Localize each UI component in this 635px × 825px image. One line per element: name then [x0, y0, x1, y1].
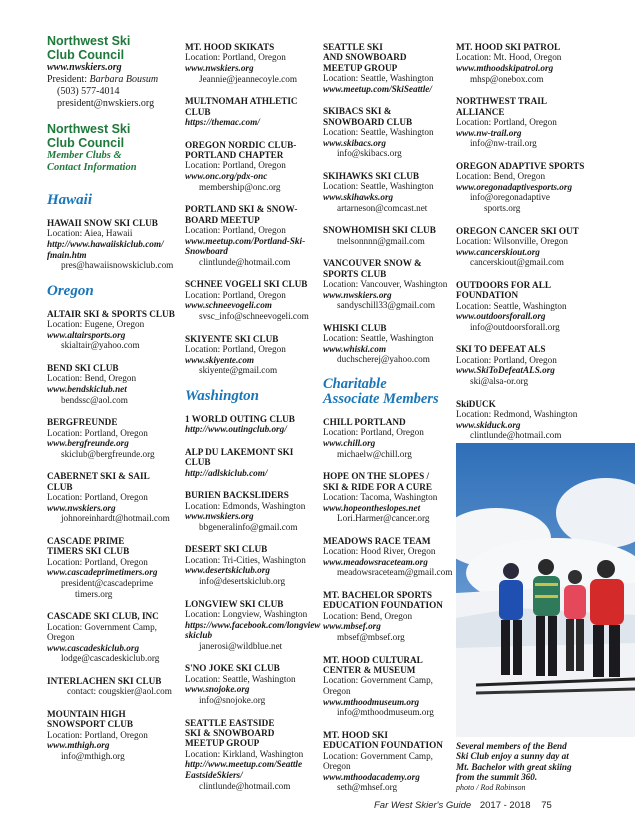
club-url[interactable]: http://www.meetup.com/Seattle [185, 759, 303, 770]
org-name: MT. HOOD CULTURAL [323, 654, 423, 665]
caption-line3: Mt. Bachelor with great skiing [456, 761, 572, 772]
org-location: Location: Wilsonville, Oregon [456, 235, 568, 246]
member-clubs-heading-line2: Contact Information [47, 162, 137, 173]
club-name: S'NO JOKE SKI CLUB [185, 663, 280, 674]
club-name-cont2: MEETUP GROUP [185, 738, 260, 749]
org-meadows [323, 536, 451, 578]
club-name-cont2: MEETUP GROUP [323, 62, 398, 73]
club-url[interactable]: www.meetup.com/SkiSeattle/ [323, 83, 432, 94]
club-name: CABERNET SKI & SAIL CLUB [47, 471, 150, 492]
club-email[interactable]: bendssc@aol.com [61, 394, 128, 405]
club-email[interactable]: Jeannie@jeannecoyle.com [199, 73, 297, 84]
club-url[interactable]: http://adlskiclub.com/ [185, 467, 268, 478]
org-name: SKI TO DEFEAT ALS [456, 344, 546, 355]
club-name: SNOWHOMISH SKI CLUB [323, 225, 436, 236]
org-name: OUTDOORS FOR ALL [456, 279, 551, 290]
org-mthood-cultural [323, 655, 451, 718]
club-email[interactable]: artarneson@comcast.net [337, 202, 428, 213]
org-location-cont: Oregon [323, 685, 351, 696]
club-location: Location: Seattle, Washington [323, 181, 434, 192]
org-chill [323, 417, 451, 459]
org-location: Location: Redmond, Washington [456, 408, 578, 419]
section-oregon: Oregon [47, 282, 94, 299]
org-url[interactable]: www.outdoorsforall.org [456, 311, 546, 322]
club-name: DESERT SKI CLUB [185, 544, 268, 555]
club-name-cont: SNOWSPORT CLUB [47, 719, 134, 730]
org-email[interactable]: Lori.Harmer@cancer.org [337, 513, 430, 524]
section-charitable [323, 377, 451, 408]
club-location: Location: Seattle, Washington [323, 333, 434, 344]
club-email[interactable]: sandyschill33@gmail.com [337, 300, 436, 311]
council-president [47, 74, 175, 86]
org-name: MEADOWS RACE TEAM [323, 535, 431, 546]
org-email-cont[interactable]: sports.org [484, 202, 521, 213]
column-3 [323, 42, 451, 805]
club-name-cont: BOARD MEETUP [185, 214, 260, 225]
club-url[interactable]: https://themac.com/ [185, 117, 260, 127]
org-email[interactable]: info@nw-trail.org [470, 138, 537, 149]
club-altair [47, 309, 175, 351]
club-location: Location: Seattle, Washington [323, 73, 434, 84]
club-location: Location: Government Camp, [47, 621, 157, 632]
org-location: Location: Seattle, Washington [456, 300, 567, 311]
club-location: Location: Portland, Oregon [185, 225, 286, 235]
club-url[interactable]: www.mthigh.org [47, 740, 110, 751]
club-url[interactable]: www.skibacs.org [323, 137, 386, 148]
club-location-cont: Oregon [47, 632, 75, 643]
org-email[interactable]: michaelw@chill.org [337, 448, 412, 459]
club-url[interactable]: www.nwskiers.org [185, 63, 254, 73]
club-location: Location: Tri-Cities, Washington [185, 554, 306, 565]
club-url-cont[interactable]: fmain.htm [47, 249, 87, 260]
club-url[interactable]: www.onc.org/pdx-onc [185, 171, 268, 181]
club-name: BERGFREUNDE [47, 417, 118, 428]
org-nw-trail [456, 96, 628, 149]
org-email[interactable]: info@mthoodmuseum.org [337, 707, 434, 718]
council-subheader [47, 122, 175, 174]
org-name-cont: FOUNDATION [456, 290, 519, 301]
club-location: Location: Portland, Oregon [185, 343, 286, 354]
council-phone: (503) 577-4014 [57, 86, 120, 97]
column-2 [185, 42, 321, 803]
club-name: CASCADE PRIME [47, 535, 125, 546]
club-name: WHISKI CLUB [323, 322, 387, 333]
club-email[interactable]: svsc_info@schneevogeli.com [199, 310, 309, 321]
club-url[interactable]: www.nwskiers.org [323, 289, 392, 300]
club-email[interactable]: info@skibacs.org [337, 148, 402, 159]
org-email[interactable]: ski@alsa-or.org [470, 375, 529, 386]
club-multnomah [185, 96, 313, 127]
org-email[interactable]: clintlunde@hotmail.com [470, 430, 562, 441]
club-location: Location: Bend, Oregon [47, 373, 137, 384]
section-washington: Washington [185, 387, 259, 404]
club-email[interactable]: pres@hawaiisnowskiclub.com [61, 260, 174, 271]
org-email[interactable]: info@outdoorsforall.org [470, 321, 560, 332]
publication-name: Far West Skier's Guide [374, 800, 472, 811]
council-title-line1: Northwest Ski [47, 34, 131, 48]
club-skiyente [185, 334, 313, 376]
org-location: Location: Government Camp, [323, 675, 433, 686]
club-email[interactable]: bbgeneralinfo@gmail.com [199, 521, 298, 532]
org-email[interactable]: cancerskiout@gmail.com [470, 257, 564, 268]
club-name-cont: TIMERS SKI CLUB [47, 546, 130, 557]
club-name-cont: CLUB [185, 106, 211, 117]
club-portland-meetup [185, 204, 313, 267]
club-email[interactable]: info@snojoke.org [199, 694, 266, 705]
club-name-cont: AND SNOWBOARD [323, 52, 407, 63]
org-email[interactable]: mbsef@mbsef.org [337, 631, 405, 642]
club-location: Location: Seattle, Washington [323, 127, 434, 138]
section-charitable-line1: Charitable [323, 375, 387, 392]
club-url[interactable]: www.snojoke.org [185, 684, 250, 695]
club-location: Location: Longview, Washington [185, 608, 308, 619]
publication-years: 2017 - 2018 [479, 800, 531, 811]
caption-line1: Several members of the Bend [456, 741, 567, 751]
club-url[interactable]: http://www.hawaiiskiclub.com/ [47, 239, 164, 249]
club-hawaii-snow [47, 218, 175, 271]
club-url-cont[interactable]: skiclub [185, 630, 213, 641]
club-email[interactable]: tnelsonnnn@gmail.com [337, 235, 425, 246]
club-cascade-prime [47, 536, 175, 599]
club-email-cont[interactable]: timers.org [75, 588, 113, 599]
caption-line4: from the summit 360. [456, 772, 538, 783]
club-contact[interactable]: contact: cougskier@aol.com [67, 686, 172, 697]
club-name: ALP DU LAKEMONT SKI CLUB [185, 446, 294, 468]
club-name: MULTNOMAH ATHLETIC [185, 96, 298, 107]
club-email[interactable]: skiclub@bergfreunde.org [61, 448, 155, 459]
club-location: Location: Portland, Oregon [47, 556, 148, 567]
club-name-cont: SKI & SNOWBOARD [185, 727, 275, 738]
club-location: Location: Seattle, Washington [185, 673, 296, 684]
club-seattle-eastside [185, 718, 313, 792]
org-url[interactable]: www.skiduck.org [456, 419, 521, 430]
club-name: SKIBACS SKI & [323, 106, 392, 117]
org-email[interactable]: info@oregonadaptive [470, 192, 550, 203]
club-name: SKIHAWKS SKI CLUB [323, 171, 419, 181]
club-snojoke [185, 663, 313, 705]
column-4 [456, 42, 628, 453]
club-skihawks [323, 171, 451, 213]
club-url[interactable]: www.desertskiclub.org [185, 565, 270, 576]
org-url[interactable]: www.mthoodskipatrol.org [456, 63, 554, 73]
club-email[interactable]: president@cascadeprime [61, 577, 154, 588]
club-location: Location: Portland, Oregon [47, 729, 148, 740]
club-url-cont[interactable]: EastsideSkiers/ [185, 769, 243, 780]
org-hope [323, 471, 451, 524]
club-location: Location: Portland, Oregon [47, 427, 148, 438]
club-1-world [185, 414, 313, 435]
org-name: MT. HOOD SKI PATROL [456, 42, 561, 52]
club-location: Location: Portland, Oregon [185, 289, 286, 300]
org-oregon-adaptive [456, 161, 628, 214]
club-name: MT. HOOD SKIKATS [185, 42, 275, 52]
club-name: CASCADE SKI CLUB, INC [47, 611, 159, 622]
org-email[interactable]: meadowsraceteam@gmail.com [337, 567, 453, 578]
club-cabernet [47, 471, 175, 524]
club-name: BURIEN BACKSLIDERS [185, 490, 289, 501]
club-url[interactable]: www.altairsports.org [47, 329, 126, 340]
club-email[interactable]: membership@onc.org [199, 181, 281, 192]
club-url[interactable]: www.nwskiers.org [185, 511, 254, 522]
club-desert [185, 544, 313, 586]
club-burien [185, 490, 313, 532]
photo-caption [456, 741, 606, 793]
council-title-line4: Club Council [47, 136, 125, 150]
club-email[interactable]: skiyente@gmail.com [199, 365, 278, 376]
club-location: Location: Vancouver, Washington [323, 279, 448, 289]
org-ski-defeat-als [456, 344, 628, 386]
club-name-cont: SNOWBOARD CLUB [323, 116, 413, 127]
president-name: Barbara Bousum [89, 74, 159, 85]
org-name: CHILL PORTLAND [323, 416, 406, 427]
club-email[interactable]: duchscherej@yahoo.com [337, 354, 430, 365]
org-location: Location: Bend, Oregon [323, 610, 413, 621]
org-url[interactable]: www.nw-trail.org [456, 127, 522, 138]
org-url[interactable]: www.SkiToDefeatALS.org [456, 365, 555, 376]
org-mthood-ski-ed [323, 730, 451, 793]
council-url[interactable]: www.nwskiers.org [47, 62, 122, 73]
club-skibacs [323, 106, 451, 159]
club-name: PORTLAND SKI & SNOW- [185, 204, 298, 215]
org-location: Location: Portland, Oregon [456, 354, 557, 365]
club-name: SEATTLE SKI [323, 42, 383, 52]
org-name: OREGON ADAPTIVE SPORTS [456, 160, 585, 171]
club-name: BEND SKI CLUB [47, 362, 119, 373]
section-charitable-line2: Associate Members [323, 391, 439, 408]
club-alp-du-lakemont [185, 447, 313, 478]
page-number: 75 [541, 800, 552, 811]
org-url[interactable]: www.mthoodacademy.org [323, 771, 420, 782]
org-name-cont: EDUCATION FOUNDATION [323, 740, 443, 751]
org-name-cont: ALLIANCE [456, 106, 505, 117]
club-longview [185, 598, 321, 652]
club-location: Location: Portland, Oregon [185, 160, 286, 171]
org-name-cont: SKI & RIDE FOR A CURE [323, 481, 432, 492]
club-whiski [323, 323, 451, 365]
column-1 [47, 34, 175, 774]
club-name: ALTAIR SKI & SPORTS CLUB [47, 308, 175, 319]
club-name: INTERLACHEN SKI CLUB [47, 675, 162, 686]
club-email[interactable]: johnoreinhardt@hotmail.com [61, 513, 170, 524]
council-email[interactable]: president@nwskiers.org [57, 98, 155, 109]
org-url[interactable]: www.oregonadaptivesports.org [456, 181, 573, 192]
club-location: Location: Eugene, Oregon [47, 319, 145, 330]
club-name: SKIYENTE SKI CLUB [185, 333, 279, 344]
club-email[interactable]: lodge@cascadeskiclub.org [61, 653, 160, 664]
club-oregon-nordic [185, 140, 313, 193]
club-email[interactable]: info@mthigh.org [61, 750, 125, 761]
org-url[interactable]: www.mthoodmuseum.org [323, 696, 420, 707]
club-mountain-high [47, 709, 175, 762]
club-url[interactable]: www.nwskiers.org [47, 502, 116, 513]
org-name: SkiDUCK [456, 398, 496, 409]
org-location: Location: Portland, Oregon [456, 117, 557, 127]
club-name: OREGON NORDIC CLUB- [185, 139, 297, 150]
org-url[interactable]: www.chill.org [323, 437, 376, 448]
club-email[interactable]: info@desertskiclub.org [199, 575, 286, 586]
club-bend [47, 363, 175, 405]
org-location: Location: Tacoma, Washington [323, 491, 438, 502]
org-email[interactable]: seth@mhsef.org [337, 782, 398, 793]
club-location: Location: Portland, Oregon [47, 492, 148, 503]
club-location: Location: Portland, Oregon [185, 52, 286, 63]
ski-club-photo [456, 443, 635, 737]
page-footer [374, 800, 552, 811]
org-name: HOPE ON THE SLOPES / [323, 471, 430, 482]
club-url[interactable]: www.whiski.com [323, 343, 386, 354]
club-name: SCHNEE VOGELI SKI CLUB [185, 279, 308, 290]
club-url[interactable]: http://www.outingclub.org/ [185, 424, 287, 435]
club-interlachen [47, 676, 175, 697]
club-url[interactable]: www.skihawks.org [323, 192, 394, 202]
club-name: LONGVIEW SKI CLUB [185, 598, 284, 609]
club-name-cont: SPORTS CLUB [323, 268, 387, 279]
club-url[interactable]: www.schneevogeli.com [185, 300, 272, 311]
club-mt-hood-skikats [185, 42, 313, 84]
org-outdoors-all [456, 280, 628, 333]
club-name: VANCOUVER SNOW & [323, 258, 422, 269]
club-name: MOUNTAIN HIGH [47, 708, 126, 719]
club-location: Location: Edmonds, Washington [185, 500, 306, 511]
org-email[interactable]: mhsp@onebox.com [470, 73, 544, 84]
club-email[interactable]: skialtair@yahoo.com [61, 340, 140, 351]
club-vancouver [323, 258, 451, 311]
org-bachelor [323, 590, 451, 643]
org-oregon-cancer [456, 226, 628, 268]
club-location: Location: Kirkland, Washington [185, 748, 304, 759]
club-name: 1 WORLD OUTING CLUB [185, 413, 295, 424]
council-header [47, 34, 175, 110]
club-name-cont: PORTLAND CHAPTER [185, 150, 284, 160]
club-url[interactable]: www.skiyente.com [185, 354, 255, 365]
org-name: MT. BACHELOR SPORTS [323, 589, 433, 600]
club-email[interactable]: clintlunde@hotmail.com [199, 256, 291, 267]
org-location: Location: Hood River, Oregon [323, 546, 436, 557]
club-bergfreunde [47, 417, 175, 459]
club-cascade-inc [47, 611, 175, 664]
org-location: Location: Portland, Oregon [323, 427, 424, 438]
club-snowhomish [323, 225, 451, 246]
org-name-cont: EDUCATION FOUNDATION [323, 600, 443, 611]
org-name: NORTHWEST TRAIL [456, 96, 547, 107]
section-hawaii: Hawaii [47, 192, 93, 208]
org-url[interactable]: www.mbsef.org [323, 621, 381, 632]
club-url[interactable]: www.meetup.com/Portland-Ski- [185, 235, 306, 246]
org-location: Location: Bend, Oregon [456, 171, 546, 182]
org-name-cont: CENTER & MUSEUM [323, 664, 416, 675]
org-location: Location: Government Camp, [323, 750, 433, 761]
caption-line2: Ski Club enjoy a sunny day at [456, 751, 569, 762]
club-url[interactable]: www.cascadeprimetimers.org [47, 567, 158, 578]
club-url-cont[interactable]: Snowboard [185, 246, 228, 257]
club-name: SEATTLE EASTSIDE [185, 717, 275, 728]
club-url[interactable]: https://www.facebook.com/longview [185, 619, 321, 630]
club-name: HAWAII SNOW SKI CLUB [47, 218, 158, 228]
org-location-cont: Oregon [323, 761, 351, 772]
club-url[interactable]: www.cascadeskiclub.org [47, 642, 140, 653]
club-schnee-vogeli [185, 279, 313, 321]
club-url[interactable]: www.bergfreunde.org [47, 438, 129, 449]
council-title-line2: Club Council [47, 48, 125, 62]
org-url[interactable]: www.meadowsraceteam.org [323, 556, 428, 567]
club-location: Location: Aiea, Hawaii [47, 228, 133, 239]
photo-illustration [456, 443, 635, 737]
org-location: Location: Mt. Hood, Oregon [456, 52, 562, 63]
member-clubs-heading-line1: Member Clubs & [47, 150, 122, 161]
club-email[interactable]: clintlunde@hotmail.com [199, 780, 291, 791]
org-name: MT. HOOD SKI [323, 729, 388, 740]
club-email[interactable]: janerosi@wildblue.net [199, 640, 283, 651]
photo-credit: photo / Rod Robinson [456, 782, 526, 792]
org-mthood-patrol [456, 42, 628, 84]
president-label: President: [47, 74, 87, 85]
org-url[interactable]: www.hopeontheslopes.net [323, 502, 421, 513]
org-name: OREGON CANCER SKI OUT [456, 225, 579, 236]
club-url[interactable]: www.bendskiclub.net [47, 383, 127, 394]
club-seattle-ski [323, 42, 451, 94]
org-url[interactable]: www.cancerskiout.org [456, 246, 540, 257]
org-skiduck [456, 399, 628, 441]
council-title-line3: Northwest Ski [47, 122, 131, 136]
